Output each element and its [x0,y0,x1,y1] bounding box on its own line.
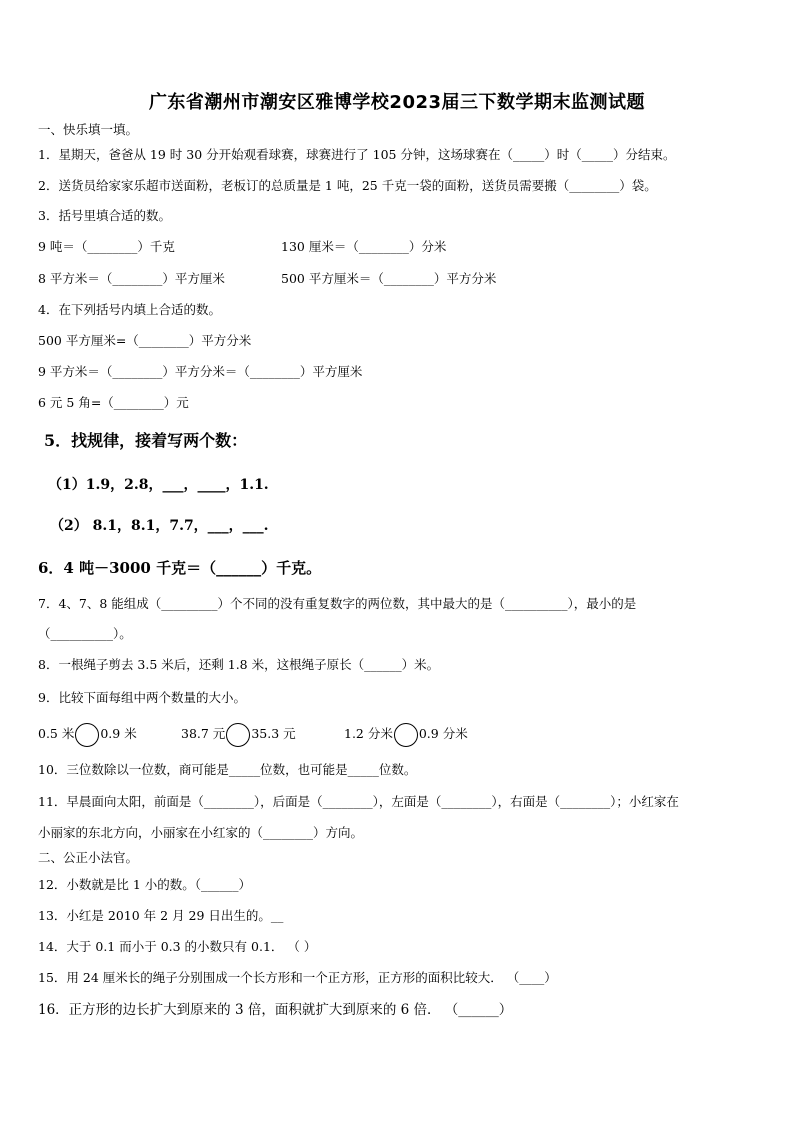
question-4: 4．在下列括号内填上合适的数。 [38,302,221,317]
comparison-left-3: 1.2 分米 [344,726,393,741]
question-4-item-c: 6 元 5 角=（________）元 [38,395,189,410]
comparison-right-3: 0.9 分米 [418,726,468,741]
question-13: 13．小红是 2010 年 2 月 29 日出生的。__ [38,908,284,923]
question-16: 16．正方形的边长扩大到原来的 3 倍，面积就扩大到原来的 6 倍． （______） [38,1002,513,1018]
question-3: 3．括号里填合适的数。 [38,208,171,223]
question-3-row-1 [38,239,774,255]
comparison-left-1: 0.5 米 [38,726,75,741]
question-3-row-2 [38,271,774,287]
section-heading-1: 一、快乐填一填。 [38,122,139,137]
comparison-pair-2 [181,722,344,747]
question-9-comparisons [38,722,774,747]
question-8: 8．一根绳子剪去 3.5 米后，还剩 1.8 米，这根绳子原长（______）米。 [38,657,440,672]
question-3-item-c: 8 平方米＝（________）平方厘米 [38,271,225,286]
section-heading-2: 二、公正小法官。 [38,850,139,865]
question-3-item-a: 9 吨＝（________）千克 [38,239,175,254]
comparison-circle-3[interactable] [394,723,418,747]
question-7-line-1: 7．4、7、8 能组成（_________）个不同的没有重复数字的两位数，其中最大的是（__________），最小的是 [38,596,637,611]
comparison-left-2: 38.7 元 [181,726,226,741]
page-title: 广东省潮州市潮安区雅博学校2023届三下数学期末监测试题 [148,92,646,113]
question-3-item-d: 500 平方厘米＝（________）平方分米 [281,271,497,286]
comparison-pair-3 [344,722,468,747]
question-1: 1．星期天，爸爸从 19 时 30 分开始观看球赛，球赛进行了 105 分钟，这场球赛在（_____）时（_____）分结束。 [38,147,676,162]
question-5-item-1: （1）1.9，2.8，___，____，1.1. [48,477,269,493]
question-12: 12．小数就是比 1 小的数。（______） [38,877,252,892]
question-4-item-a: 500 平方厘米=（________）平方分米 [38,333,252,348]
comparison-right-1: 0.9 米 [100,726,137,741]
comparison-circle-2[interactable] [226,723,250,747]
comparison-pair-1 [38,722,181,747]
question-15: 15．用 24 厘米长的绳子分别围成一个长方形和一个正方形，正方形的面积比较大． （____） [38,970,557,985]
question-11-line-2: 小丽家的东北方向，小丽家在小红家的（________）方向。 [38,825,364,840]
question-5: 5．找规律，接着写两个数： [44,431,248,450]
question-7-line-2: （__________）。 [38,626,132,641]
question-14: 14．大于 0.1 而小于 0.3 的小数只有 0.1． （ ） [38,939,317,954]
question-6: 6．4 吨－3000 千克＝（______）千克。 [38,559,322,577]
question-4-item-b: 9 平方米＝（________）平方分米＝（________）平方厘米 [38,364,363,379]
question-3-item-b: 130 厘米＝（________）分米 [281,239,447,254]
question-9: 9．比较下面每组中两个数量的大小。 [38,690,246,705]
question-5-item-2: （2） 8.1，8.1，7.7，___，___. [50,518,269,534]
comparison-right-2: 35.3 元 [251,726,296,741]
question-10: 10．三位数除以一位数，商可能是_____位数，也可能是_____位数。 [38,762,417,777]
question-11-line-1: 11．早晨面向太阳，前面是（________），后面是（________），左面是（________），右面是（________）；小红家在 [38,794,679,809]
comparison-circle-1[interactable] [75,723,99,747]
question-2: 2．送货员给家家乐超市送面粉，老板订的总质量是 1 吨，25 千克一袋的面粉，送货员需要搬（________）袋。 [38,178,657,193]
